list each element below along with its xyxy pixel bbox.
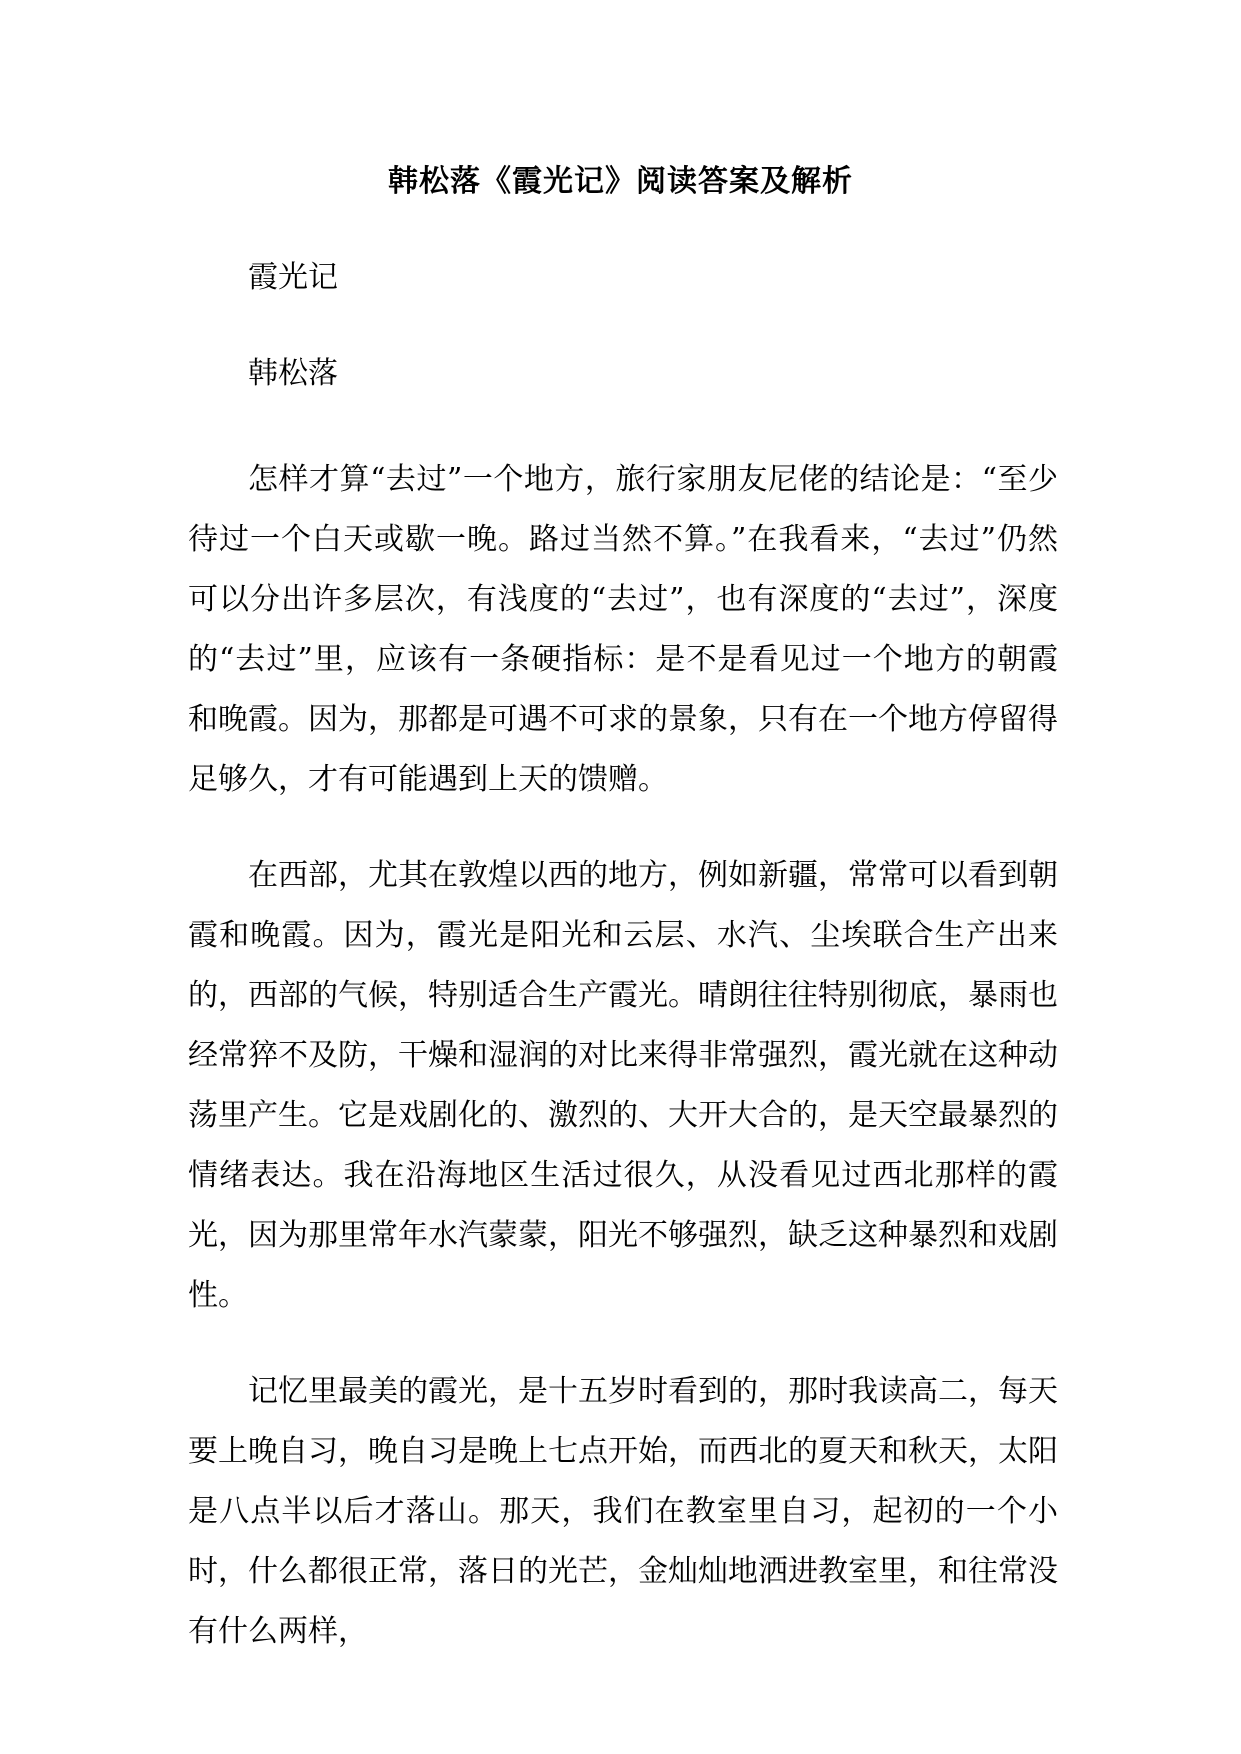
article-title: 霞光记 — [248, 260, 338, 295]
paragraph: 怎样才算“去过”一个地方，旅行家朋友尼佬的结论是：“至少待过一个白天或歇一晚。路过当然不算。”在我看来，“去过”仍然可以分出许多层次，有浅度的“去过”，也有深度的“去过”，深度的“去过”里，应该有一条硬指标：是不是看见过一个地方的朝霞和晚霞。因为，那都是可遇不可求的景象，只有在一个地方停留得足够久，才有可能遇到上天的馈赠。 — [188, 462, 1058, 797]
article-body — [188, 258, 1058, 1698]
article-author: 韩松落 — [248, 356, 338, 391]
paragraph: 在西部，尤其在敦煌以西的地方，例如新疆，常常可以看到朝霞和晚霞。因为，霞光是阳光和云层、水汽、尘埃联合生产出来的，西部的气候，特别适合生产霞光。晴朗往往特别彻底，暴雨也经常猝不及防，干燥和湿润的对比来得非常强烈，霞光就在这种动荡里产生。它是戏剧化的、激烈的、大开大合的，是天空最暴烈的情绪表达。我在沿海地区生活过很久，从没看见过西北那样的霞光，因为那里常年水汽蒙蒙，阳光不够强烈，缺乏这种暴烈和戏剧性。 — [188, 858, 1058, 1313]
document-title: 韩松落《霞光记》阅读答案及解析 — [388, 164, 853, 199]
paragraph: 记忆里最美的霞光，是十五岁时看到的，那时我读高二，每天要上晚自习，晚自习是晚上七点开始，而西北的夏天和秋天，太阳是八点半以后才落山。那天，我们在教室里自习，起初的一个小时，什么都很正常，落日的光芒，金灿灿地洒进教室里，和往常没有什么两样， — [188, 1374, 1058, 1649]
